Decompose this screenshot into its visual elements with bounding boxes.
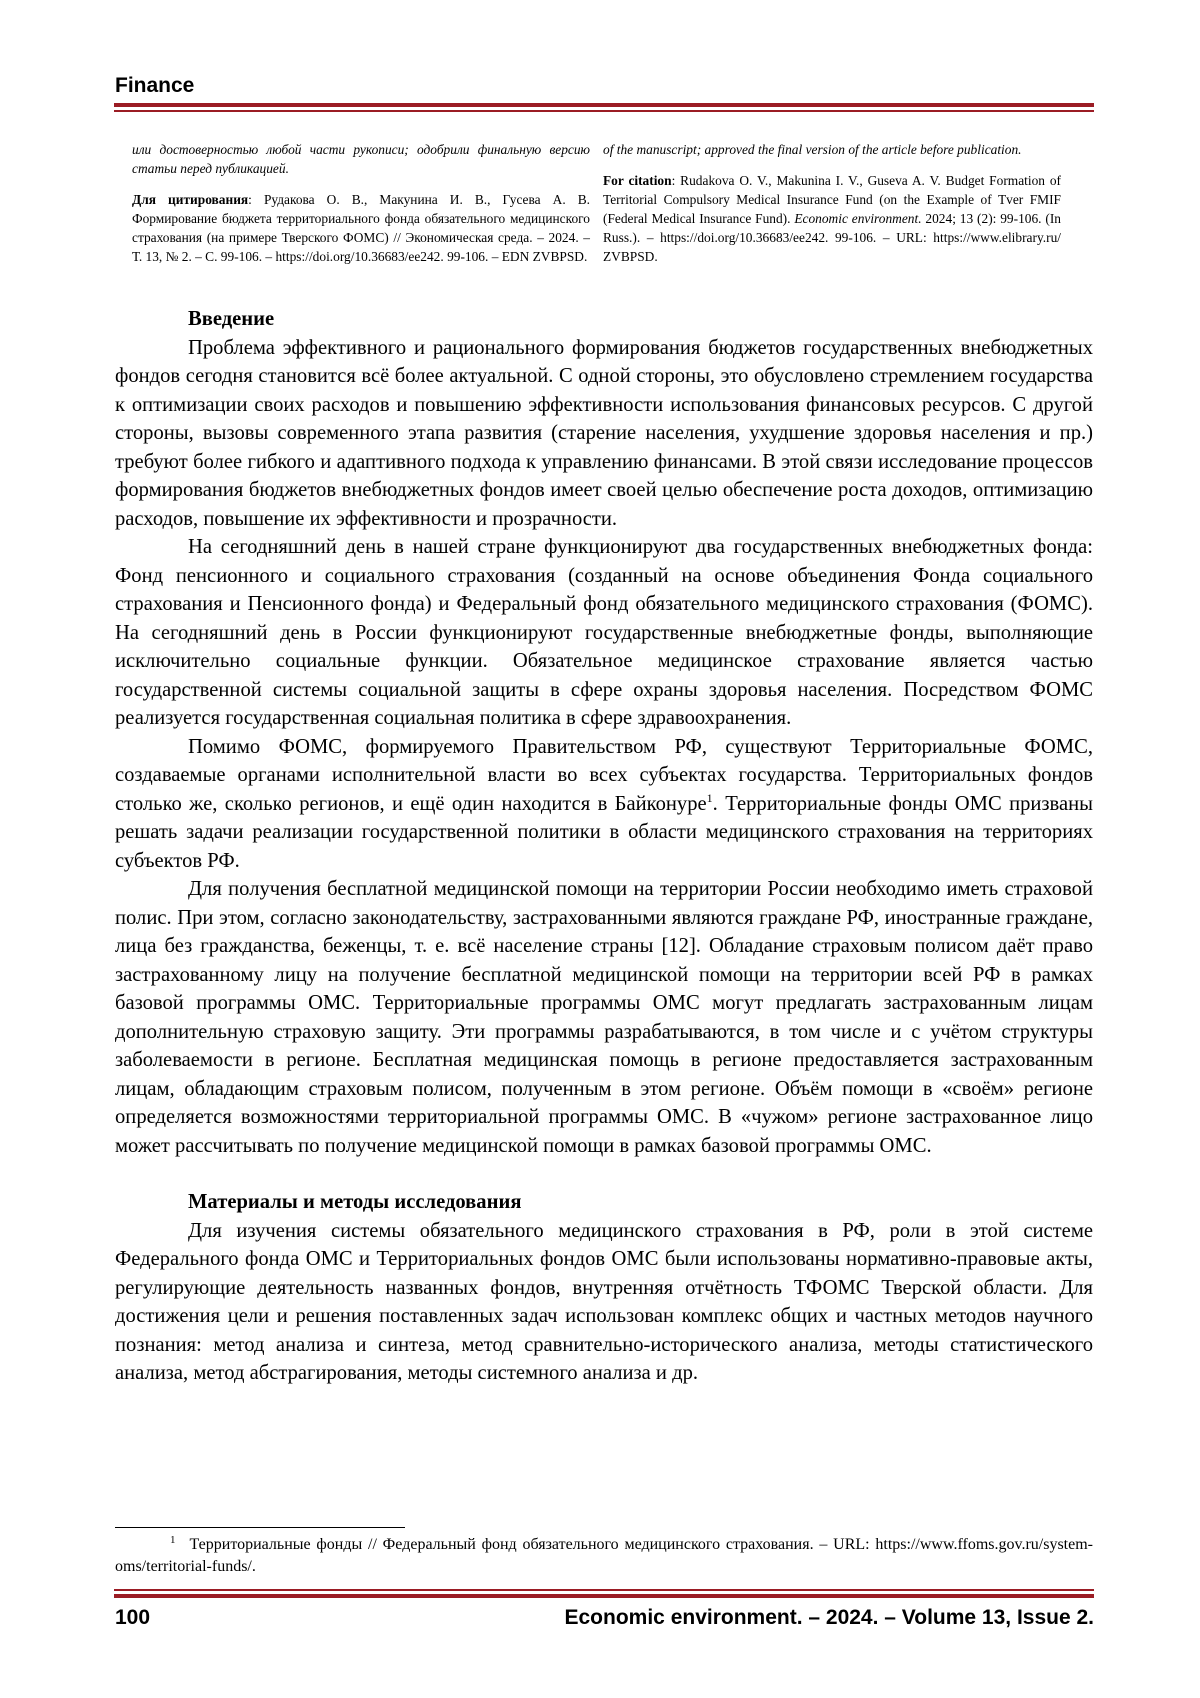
page-number: 100 [115, 1606, 151, 1629]
header-rule-thick [114, 103, 1094, 107]
left-column-ru [132, 140, 590, 266]
citation-text-en-2: 2024; 13 (2): 99-106. (In Russ.). – https://doi.org/10.36683/ee242. 99-106. – URL: https://www.elibrary.ru/ ZVBPSD. [603, 211, 1061, 264]
intro-p3-text-b: . Территориальные фонды ОМС призваны решать задачи реализации государственной политики в области медицинского страхования на территориях субъектов РФ. [115, 792, 1093, 872]
right-column-en [603, 140, 1061, 266]
footnote-number: 1 [170, 1533, 176, 1546]
contribution-text-en: of the manuscript; approved the final version of the article before publication. [603, 142, 1022, 157]
intro-p3-text-a: Помимо ФОМС, формируемого Правительством РФ, существуют Территориальные ФОМС, создаваемые органами исполнительной власти во всех субъектах государства. Территориальных фондов столько же, сколько регионов, и ещё один находится в Байконуре [115, 735, 1093, 815]
heading-methods: Материалы и методы исследования [188, 1191, 522, 1213]
citation-label-en: For citation [603, 173, 672, 188]
footer-rule-thick [114, 1594, 1094, 1598]
footer-rule-thin [114, 1589, 1094, 1591]
intro-paragraph-3 [115, 733, 1093, 876]
citation-ru [132, 190, 590, 266]
footnote-text: Территориальные фонды // Федеральный фонд обязательного медицинского страхования. – URL: https://www.ffoms.gov.ru/system-oms/territorial-funds/. [115, 1536, 1093, 1575]
citation-en [603, 171, 1061, 266]
intro-paragraph-2: На сегодняшний день в нашей стране функционируют два государственных внебюджетных фонда: Фонд пенсионного и социального страхования (созданный на основе объединения Фонда социального страхования и Пенсионного фонда) и Федеральный фонд обязательного медицинского страхования (ФОМС). На сегодняшний день в России функционируют государственные внебюджетные фонды, выполняющие исключительно социальные функции. Обязательное медицинское страхование является частью государственной системы социальной защиты в сфере охраны здоровья населения. Посредством ФОМС реализуется государственная социальная политика в сфере здравоохранения. [115, 536, 1093, 729]
footnote-rule [115, 1527, 405, 1528]
methods-paragraph-1: Для изучения системы обязательного медицинского страхования в РФ, роли в этой системе Федерального фонда ОМС и Территориальных фондов ОМС были использованы нормативно-правовые акты, регулирующие деятельность названных фондов, внутренняя отчётность ТФОМС Тверской области. Для достижения цели и решения поставленных задач использован комплекс общих и частных методов научного познания: метод анализа и синтеза, метод сравнительно-исторического анализа, методы статистического анализа, метод абстрагирования, методы системного анализа и др. [115, 1219, 1093, 1384]
running-header-section: Finance [115, 74, 195, 97]
intro-paragraph-1: Проблема эффективного и рационального формирования бюджетов государственных внебюджетных фондов сегодня становится всё более актуальной. С одной стороны, это обусловлено стремлением государства к оптимизации своих расходов и повышению эффективности использования финансовых ресурсов. С другой стороны, вызовы современного этапа развития (старение населения, ухудшение здоровья населения и пр.) требуют более гибкого и адаптивного подхода к управлению финансами. В этой связи исследование процессов формирования бюджетов внебюджетных фондов имеет своей целью обеспечение роста доходов, оптимизацию расходов, повышение их эффективности и прозрачности. [115, 336, 1093, 530]
header-rule-thin [114, 110, 1094, 112]
footnote [115, 1534, 1093, 1578]
contribution-text-ru: или достоверностью любой части рукописи; одобрили финальную версию статьи перед публикацией. [132, 142, 590, 176]
citation-text-ru: : Рудакова О. В., Макунина И. В., Гусева А. В. Формирование бюджета территориального фонда обязательного медицинского страхования (на примере Тверского ФОМС) // Экономическая среда. – 2024. – Т. 13, № 2. – С. 99-106. – https://doi.org/10.36683/ee242. 99-106. – EDN ZVBPSD. [132, 192, 590, 264]
citation-label-ru: Для цитирования [132, 192, 249, 207]
heading-introduction: Введение [188, 308, 275, 330]
journal-footer: Economic environment. – 2024. – Volume 13, Issue 2. [564, 1606, 1094, 1629]
footnote-ref: 1 [706, 790, 713, 805]
intro-paragraph-4: Для получения бесплатной медицинской помощи на территории России необходимо иметь страховой полис. При этом, согласно законодательству, застрахованными являются граждане РФ, иностранные граждане, лица без гражданства, беженцы, т. е. всё население страны [12]. Обладание страховым полисом даёт право застрахованному лицу на получение бесплатной медицинской помощи на территории всей РФ в рамках базовой программы ОМС. Территориальные программы ОМС могут предлагать застрахованным лицам дополнительную страховую защиту. Эти программы разрабатываются, в том числе и с учётом структуры заболеваемости в регионе. Бесплатная медицинская помощь в регионе предоставляется застрахованным лицам, обладающим страховым полисом, полученным в этом регионе. Объём помощи в «своём» регионе определяется возможностями территориальной программы ОМС. В «чужом» регионе застрахованное лицо может рассчитывать по получение медицинской помощи в рамках базовой программы ОМС. [115, 878, 1093, 1157]
citation-journal-en: Economic environment. [794, 211, 922, 226]
citation-text-en-1: : Rudakova O. V., Makunina I. V., Guseva A. V. Budget Formation of Territorial Compulsory Medical Insurance Fund (on the Example of Tver FMIF (Federal Medical Insurance Fund). [603, 173, 1061, 226]
main-text [115, 305, 1093, 1388]
